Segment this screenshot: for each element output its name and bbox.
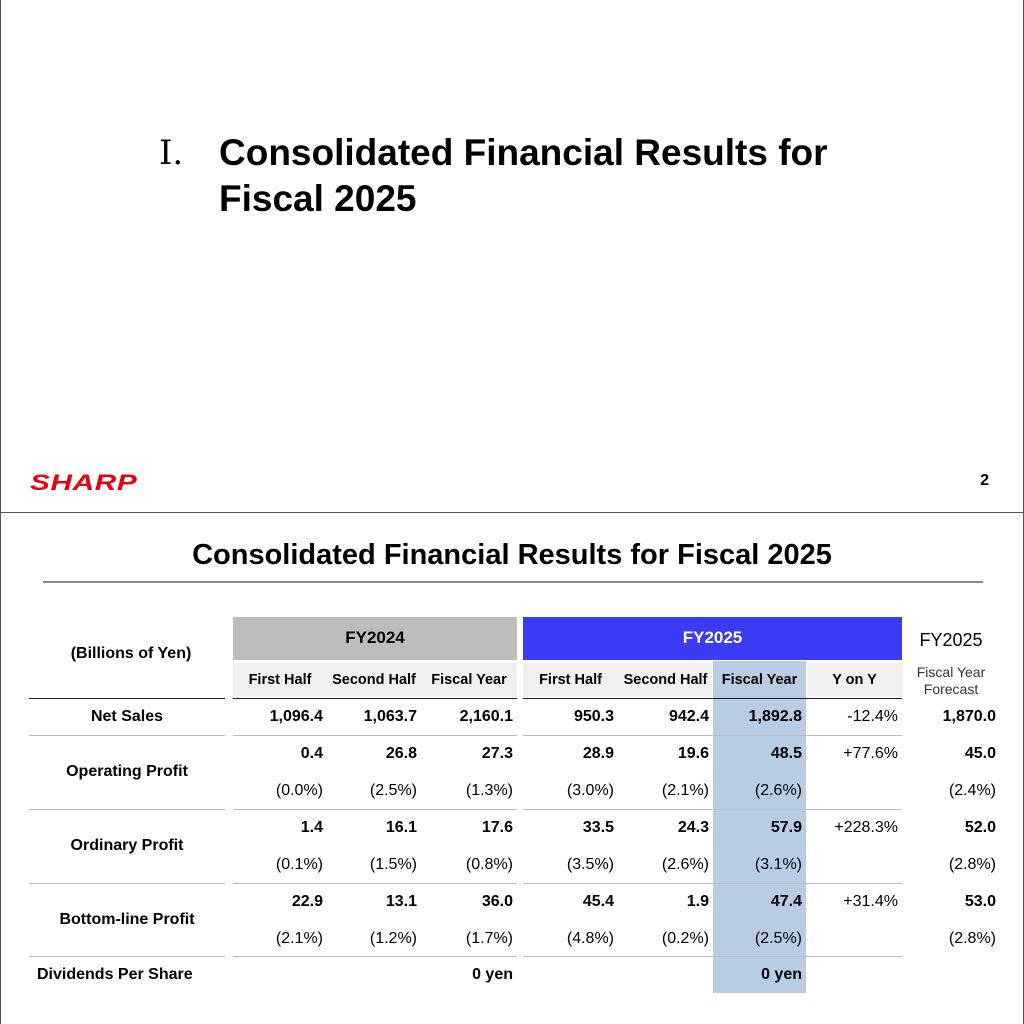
table-cell: 1.4 — [300, 819, 323, 836]
sub-fy25-second-half: Second Half — [623, 672, 708, 688]
table-cell: 57.9 — [770, 819, 802, 836]
sharp-logo: SHARP — [30, 470, 138, 495]
row-line — [29, 735, 225, 736]
row-line — [29, 883, 225, 884]
table-cell: 26.8 — [385, 745, 417, 762]
section-numeral: Ⅰ. — [159, 133, 184, 173]
row-line — [233, 956, 517, 957]
table-cell: 942.4 — [668, 708, 709, 725]
table-cell: (3.5%) — [566, 856, 614, 873]
table-cell: (2.4%) — [948, 782, 996, 799]
row-line — [29, 956, 225, 957]
sub-fy24-fiscal-year: Fiscal Year — [431, 672, 507, 688]
table-cell: 45.0 — [964, 745, 996, 762]
table-cell: (2.8%) — [948, 856, 996, 873]
table-cell: 52.0 — [964, 819, 996, 836]
table-cell: (0.8%) — [465, 856, 513, 873]
fy2025-label: FY2025 — [682, 628, 743, 647]
table-cell: 45.4 — [582, 893, 614, 910]
operating-profit-label: Operating Profit — [66, 763, 188, 780]
table-cell: 28.9 — [582, 745, 614, 762]
table-cell: 0 yen — [761, 966, 802, 983]
table-cell: 1,892.8 — [748, 708, 802, 725]
table-cell: 48.5 — [770, 745, 802, 762]
table-cell: (0.1%) — [275, 856, 323, 873]
table-cell: (2.5%) — [369, 782, 417, 799]
section-title-line1: Consolidated Financial Results for — [219, 132, 828, 173]
dividends-label: Dividends Per Share — [37, 966, 193, 983]
table-cell: 1,096.4 — [269, 708, 323, 725]
table-cell: 47.4 — [770, 893, 802, 910]
table-cell: +228.3% — [834, 819, 898, 836]
row-line — [523, 809, 902, 810]
sub-fy24-second-half: Second Half — [332, 672, 416, 688]
table-cell: 2,160.1 — [459, 708, 513, 725]
table-cell: (0.0%) — [275, 782, 323, 799]
table-cell: 1.9 — [686, 893, 709, 910]
row-line — [523, 956, 902, 957]
table-cell: 24.3 — [677, 819, 709, 836]
sub-fy25-first-half: First Half — [539, 672, 602, 688]
table-cell: 33.5 — [582, 819, 614, 836]
table-cell: 1,870.0 — [942, 708, 996, 725]
table-cell: 22.9 — [291, 893, 323, 910]
row-line — [523, 883, 902, 884]
table-cell: 13.1 — [385, 893, 417, 910]
table-cell: 950.3 — [573, 708, 614, 725]
fy2024-label: FY2024 — [345, 628, 405, 647]
table-cell: (1.7%) — [465, 930, 513, 947]
row-line — [233, 883, 517, 884]
row-line — [233, 809, 517, 810]
table-cell: (4.8%) — [566, 930, 614, 947]
net-sales-label: Net Sales — [90, 708, 164, 725]
row-line — [233, 698, 517, 699]
ordinary-profit-label: Ordinary Profit — [70, 837, 184, 854]
forecast-label: Fiscal Year Forecast — [916, 664, 986, 697]
row-line — [233, 735, 517, 736]
slide-title: Consolidated Financial Results for Fiscal 2025 — [192, 539, 832, 571]
section-title-line2: Fiscal 2025 — [219, 178, 417, 219]
results-slide — [0, 513, 1024, 1024]
table-cell: 53.0 — [964, 893, 996, 910]
table-cell: (2.1%) — [661, 782, 709, 799]
table-cell: (2.8%) — [948, 930, 996, 947]
table-cell: (3.1%) — [754, 856, 802, 873]
table-cell: (1.5%) — [369, 856, 417, 873]
row-line — [523, 698, 902, 699]
table-cell: (2.6%) — [661, 856, 709, 873]
table-cell: (0.2%) — [661, 930, 709, 947]
table-cell: 1,063.7 — [363, 708, 417, 725]
table-cell: (1.2%) — [369, 930, 417, 947]
table-cell: (2.1%) — [275, 930, 323, 947]
table-cell: 16.1 — [385, 819, 417, 836]
row-line — [523, 735, 902, 736]
sub-fy24-first-half: First Half — [248, 672, 312, 688]
table-cell: +77.6% — [843, 745, 898, 762]
table-cell: +31.4% — [843, 893, 898, 910]
table-cell: (2.5%) — [754, 930, 802, 947]
table-cell: (1.3%) — [465, 782, 513, 799]
sub-fy25-fiscal-year: Fiscal Year — [721, 672, 798, 688]
table-cell: 36.0 — [481, 893, 513, 910]
table-cell: 0.4 — [300, 745, 323, 762]
table-cell: (2.6%) — [754, 782, 802, 799]
table-cell: 27.3 — [481, 745, 513, 762]
unit-label: (Billions of Yen) — [70, 645, 192, 662]
table-cell: -12.4% — [847, 708, 898, 725]
forecast-year: FY2025 — [919, 630, 983, 650]
table-cell: 19.6 — [677, 745, 709, 762]
table-cell: (3.0%) — [566, 782, 614, 799]
row-line — [29, 809, 225, 810]
page-number: 2 — [980, 472, 989, 489]
section-title — [219, 130, 919, 222]
table-cell: 17.6 — [481, 819, 513, 836]
row-line — [29, 698, 225, 699]
title-divider — [43, 581, 983, 583]
table-cell: 0 yen — [472, 966, 513, 983]
bottom-line-profit-label: Bottom-line Profit — [59, 911, 195, 928]
sub-yony: Y on Y — [832, 672, 877, 688]
